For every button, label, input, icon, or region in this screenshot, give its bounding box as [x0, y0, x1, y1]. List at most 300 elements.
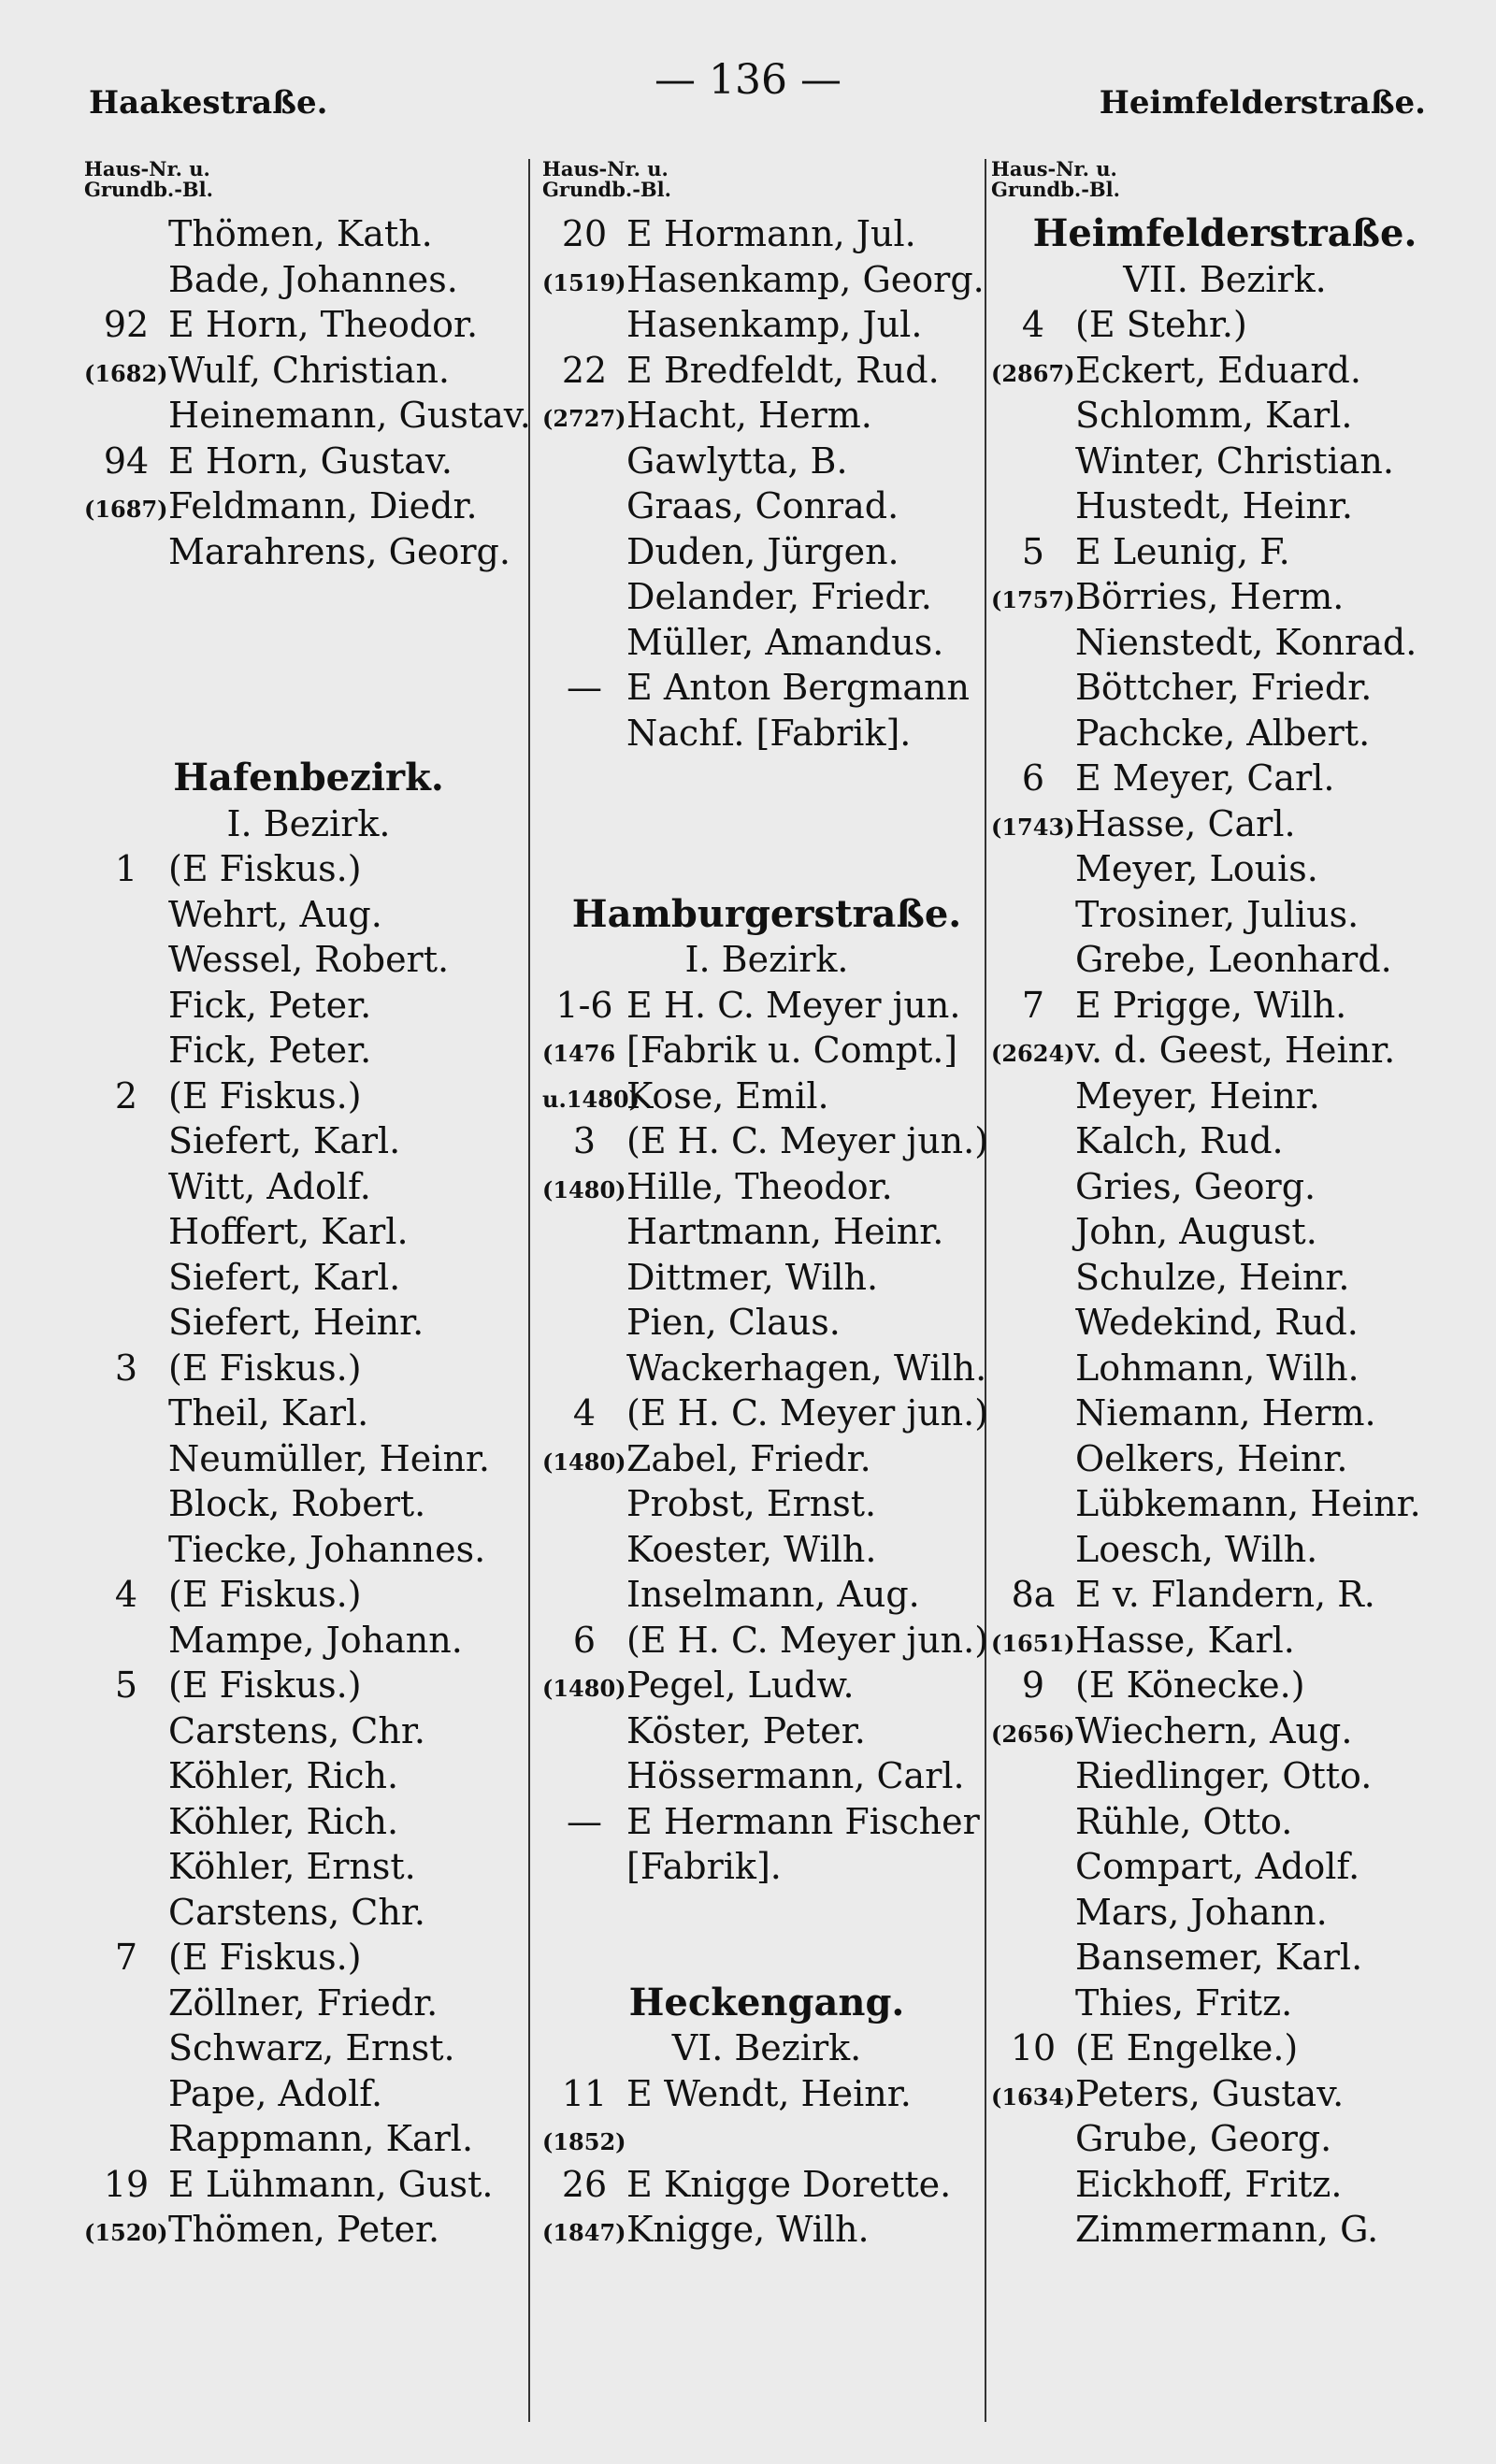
- list-item: [991, 1753, 1459, 1799]
- resident-name: Bansemer, Karl.: [1075, 1937, 1363, 1978]
- resident-name: Oelkers, Heinr.: [1075, 1437, 1348, 1479]
- list-item: [84, 1209, 533, 1255]
- resident-name: E Horn, Gustav.: [168, 439, 453, 482]
- resident-name: E Bredfeldt, Rud.: [626, 349, 940, 391]
- resident-name: Probst, Ernst.: [626, 1483, 877, 1524]
- house-number: 4: [114, 1574, 138, 1615]
- list-item: [542, 302, 991, 348]
- list-item: [84, 1981, 533, 2026]
- list-item: [542, 211, 991, 257]
- resident-name: Hasse, Karl.: [1075, 1619, 1295, 1661]
- resident-name: E Leunig, F.: [1075, 530, 1290, 572]
- list-item: [542, 1572, 991, 1618]
- spacer: [542, 846, 991, 892]
- resident-name: E Wendt, Heinr.: [626, 2072, 912, 2114]
- house-number: —: [567, 667, 602, 708]
- resident-name: [Fabrik].: [626, 1846, 782, 1887]
- house-number: 22: [561, 349, 608, 391]
- list-item: [542, 348, 991, 394]
- resident-name: Hacht, Herm.: [626, 395, 872, 436]
- resident-name: Lübkemann, Heinr.: [1075, 1483, 1421, 1524]
- resident-name: Meyer, Louis.: [1075, 848, 1318, 889]
- list-item: [84, 1346, 533, 1391]
- list-item: [84, 302, 533, 348]
- land-register-number: (1480): [542, 1175, 626, 1203]
- list-item: [84, 1708, 533, 1754]
- resident-name: Koester, Wilh.: [626, 1528, 877, 1570]
- list-item: [991, 1618, 1459, 1664]
- list-item: [991, 2025, 1459, 2071]
- list-item: [84, 2071, 533, 2117]
- resident-name: Meyer, Heinr.: [1075, 1074, 1320, 1117]
- land-register-number: (1687): [84, 496, 168, 523]
- list-item: [542, 1118, 991, 1164]
- resident-name: Grebe, Leonhard.: [1075, 939, 1392, 980]
- resident-name: E Horn, Theodor.: [168, 304, 479, 345]
- list-item: [991, 711, 1459, 756]
- list-item: [991, 665, 1459, 711]
- resident-name: E Meyer, Carl.: [1075, 757, 1335, 799]
- resident-name: E Knigge Dorette.: [626, 2163, 952, 2205]
- land-register-number: (2656): [991, 1720, 1075, 1748]
- list-item: [542, 483, 991, 529]
- resident-name: Graas, Conrad.: [626, 485, 899, 526]
- resident-name: Köster, Peter.: [626, 1709, 866, 1751]
- land-register-number: (1476: [542, 1040, 616, 1067]
- list-item: [991, 801, 1459, 847]
- list-item: [542, 439, 991, 484]
- resident-name: Hasenkamp, Jul.: [626, 304, 923, 345]
- resident-name: Mampe, Johann.: [168, 1619, 463, 1661]
- list-item: [991, 983, 1459, 1029]
- resident-name: (E H. C. Meyer jun.): [626, 1120, 989, 1161]
- list-item: [84, 1663, 533, 1708]
- spacer: [542, 1935, 991, 1981]
- resident-name: Pegel, Ludw.: [626, 1664, 855, 1706]
- house-number: 3: [114, 1347, 138, 1389]
- resident-name: E v. Flandern, R.: [1075, 1574, 1375, 1615]
- spacer: [84, 574, 533, 620]
- list-item: [542, 529, 991, 575]
- resident-name: Siefert, Karl.: [168, 1256, 401, 1298]
- resident-name: Nachf. [Fabrik].: [626, 712, 912, 754]
- list-item: [991, 1935, 1459, 1981]
- page-number: — 136 —: [654, 56, 842, 104]
- list-item: [991, 1391, 1459, 1436]
- spacer: [542, 756, 991, 801]
- list-item: [991, 348, 1459, 394]
- column-header-line: Grundb.-Bl.: [542, 178, 671, 201]
- list-item: [542, 1481, 991, 1527]
- list-item: [542, 983, 991, 1029]
- resident-name: Hasse, Carl.: [1075, 802, 1296, 844]
- list-item: [84, 1618, 533, 1664]
- list-item: [542, 393, 991, 439]
- list-item: [84, 1255, 533, 1301]
- house-number: 2: [114, 1074, 138, 1117]
- list-item: [84, 1799, 533, 1845]
- resident-name: [Fabrik u. Compt.]: [626, 1030, 958, 1071]
- list-item: [991, 1300, 1459, 1346]
- resident-name: (E Fiskus.): [168, 1347, 362, 1389]
- land-register-number: (1651): [991, 1629, 1075, 1657]
- land-register-number: (2727): [542, 405, 626, 432]
- list-item: [542, 1255, 991, 1301]
- resident-name: Köhler, Rich.: [168, 1755, 399, 1796]
- resident-name: Gries, Georg.: [1075, 1165, 1316, 1207]
- resident-name: Pape, Adolf.: [168, 2072, 383, 2114]
- resident-name: Köhler, Rich.: [168, 1800, 399, 1842]
- list-item: [991, 2116, 1459, 2162]
- resident-name: E Hermann Fischer: [626, 1800, 980, 1842]
- list-item: [542, 257, 991, 303]
- resident-name: Hoffert, Karl.: [168, 1211, 409, 1252]
- list-item: [991, 574, 1459, 620]
- street-heading: Heckengang.: [628, 1980, 905, 2025]
- list-item: [84, 529, 533, 575]
- list-item: [991, 1799, 1459, 1845]
- resident-name: Delander, Friedr.: [626, 576, 932, 617]
- resident-name: Carstens, Chr.: [168, 1891, 425, 1933]
- list-item: [84, 846, 533, 892]
- house-number: 6: [572, 1619, 597, 1661]
- list-item: [991, 302, 1459, 348]
- list-item: [991, 1028, 1459, 1073]
- list-item: [991, 2207, 1459, 2253]
- land-register-number: (2624): [991, 1040, 1075, 1067]
- list-item: [84, 892, 533, 938]
- list-item: [991, 892, 1459, 938]
- resident-name: Schlomm, Karl.: [1075, 395, 1353, 436]
- list-item: [84, 348, 533, 394]
- resident-name: (E Fiskus.): [168, 1937, 362, 1978]
- list-item: [84, 1527, 533, 1573]
- resident-name: Wehrt, Aug.: [168, 893, 382, 935]
- resident-name: (E Engelke.): [1075, 2027, 1299, 2068]
- resident-name: Pachcke, Albert.: [1075, 712, 1371, 754]
- running-head-left: Haakestraße.: [89, 84, 328, 122]
- resident-name: Wessel, Robert.: [168, 939, 450, 980]
- resident-name: Mars, Johann.: [1075, 1891, 1328, 1933]
- land-register-number: u.1480): [542, 1085, 640, 1113]
- resident-name: Börries, Herm.: [1075, 576, 1345, 617]
- resident-name: Witt, Adolf.: [168, 1165, 371, 1207]
- list-item: [84, 1481, 533, 1527]
- list-item: [542, 1164, 991, 1210]
- list-item: [542, 665, 991, 711]
- resident-name: Hössermann, Carl.: [626, 1755, 965, 1796]
- street-heading: Heimfelderstraße.: [1032, 211, 1417, 255]
- resident-name: Wiechern, Aug.: [1075, 1709, 1353, 1751]
- list-item: [84, 1753, 533, 1799]
- resident-name: Siefert, Heinr.: [168, 1302, 424, 1343]
- land-register-number: (1480): [542, 1448, 626, 1476]
- resident-name: Carstens, Chr.: [168, 1709, 425, 1751]
- list-item: [542, 1073, 991, 1119]
- resident-name: Grube, Georg.: [1075, 2118, 1332, 2159]
- resident-name: Marahrens, Georg.: [168, 530, 511, 572]
- land-register-number: (1757): [991, 586, 1075, 613]
- house-number: 7: [1021, 984, 1045, 1026]
- list-item: [991, 393, 1459, 439]
- list-item: [542, 1209, 991, 1255]
- list-item: [991, 1209, 1459, 1255]
- resident-name: Wulf, Christian.: [168, 349, 451, 391]
- list-item: [542, 1663, 991, 1708]
- house-number: 26: [561, 2163, 608, 2205]
- list-item: [84, 1844, 533, 1890]
- resident-name: (E H. C. Meyer jun.): [626, 1392, 989, 1434]
- resident-name: Siefert, Karl.: [168, 1120, 401, 1161]
- list-item: [991, 1436, 1459, 1482]
- list-item: [84, 483, 533, 529]
- land-register-number: (1634): [991, 2082, 1075, 2111]
- resident-name: Hustedt, Heinr.: [1075, 485, 1353, 526]
- list-item: [991, 1708, 1459, 1754]
- resident-name: Riedlinger, Otto.: [1075, 1755, 1373, 1796]
- list-item: [84, 1300, 533, 1346]
- house-number: 94: [103, 439, 150, 482]
- resident-name: (E H. C. Meyer jun.): [626, 1619, 989, 1661]
- resident-name: v. d. Geest, Heinr.: [1075, 1030, 1396, 1071]
- resident-name: Kalch, Rud.: [1075, 1120, 1284, 1161]
- list-item: [84, 2025, 533, 2071]
- resident-name: Fick, Peter.: [168, 984, 372, 1026]
- list-item: [991, 2162, 1459, 2208]
- resident-name: Tiecke, Johannes.: [168, 1528, 486, 1570]
- list-item: [84, 1073, 533, 1119]
- resident-name: Thies, Fritz.: [1075, 1981, 1293, 2024]
- list-item: [542, 1753, 991, 1799]
- house-number: 11: [561, 2072, 608, 2114]
- resident-name: Block, Robert.: [168, 1483, 426, 1524]
- resident-name: (E Fiskus.): [168, 1074, 362, 1117]
- list-item: [84, 2207, 533, 2253]
- resident-name: Thömen, Kath.: [168, 213, 433, 254]
- resident-name: E Lühmann, Gust.: [168, 2163, 494, 2205]
- list-item: [542, 1436, 991, 1482]
- list-item: [84, 1890, 533, 1936]
- column-header-line: Haus-Nr. u.: [542, 157, 669, 180]
- column-header-line: Haus-Nr. u.: [84, 157, 210, 180]
- spacer: [542, 801, 991, 847]
- list-item: [84, 983, 533, 1029]
- resident-name: Zimmermann, G.: [1075, 2209, 1379, 2250]
- list-item: [84, 1391, 533, 1436]
- list-item: [542, 2162, 991, 2208]
- list-item: [542, 1844, 991, 1890]
- house-number: 3: [572, 1120, 597, 1161]
- resident-name: Compart, Adolf.: [1075, 1846, 1360, 1887]
- resident-name: Peters, Gustav.: [1075, 2072, 1345, 2114]
- resident-name: Kose, Emil.: [626, 1074, 829, 1117]
- list-item: [84, 393, 533, 439]
- list-item: [991, 1073, 1459, 1119]
- resident-name: Feldmann, Diedr.: [168, 485, 478, 526]
- resident-name: Gawlytta, B.: [626, 439, 848, 482]
- list-item: [84, 1028, 533, 1073]
- directory-column-1: [84, 159, 533, 2253]
- resident-name: Fick, Peter.: [168, 1030, 372, 1071]
- house-number: 20: [561, 213, 608, 254]
- spacer: [84, 711, 533, 756]
- resident-name: Knigge, Wilh.: [626, 2209, 870, 2250]
- resident-name: Hille, Theodor.: [626, 1165, 893, 1207]
- list-item: [542, 711, 991, 756]
- list-item: [84, 1935, 533, 1981]
- list-item: [991, 1346, 1459, 1391]
- column-header: [542, 159, 991, 211]
- house-number: 6: [1021, 757, 1045, 799]
- list-item: [84, 937, 533, 983]
- resident-name: (E Stehr.): [1075, 304, 1247, 345]
- house-number: 5: [114, 1664, 138, 1706]
- list-item: [991, 1663, 1459, 1708]
- list-item: [991, 846, 1459, 892]
- resident-name: (E Fiskus.): [168, 1574, 362, 1615]
- list-item: [542, 1391, 991, 1436]
- list-item: [991, 1481, 1459, 1527]
- resident-name: Duden, Jürgen.: [626, 530, 899, 572]
- resident-name: John, August.: [1075, 1211, 1317, 1252]
- resident-name: (E Fiskus.): [168, 1664, 362, 1706]
- resident-name: Böttcher, Friedr.: [1075, 667, 1373, 708]
- list-item: [542, 574, 991, 620]
- list-item: [542, 1346, 991, 1391]
- resident-name: Rühle, Otto.: [1075, 1800, 1293, 1842]
- column-header: [84, 159, 533, 211]
- list-item: [84, 1164, 533, 1210]
- directory-column-2: [542, 159, 991, 2253]
- resident-name: Loesch, Wilh.: [1075, 1528, 1318, 1570]
- list-item: [542, 1527, 991, 1573]
- resident-name: Müller, Amandus.: [626, 621, 944, 663]
- list-item: [991, 756, 1459, 801]
- resident-name: Nienstedt, Konrad.: [1075, 621, 1417, 663]
- list-item: [542, 1300, 991, 1346]
- list-item: [991, 2071, 1459, 2117]
- resident-name: (E Fiskus.): [168, 848, 362, 889]
- list-item: [991, 1572, 1459, 1618]
- house-number: 8a: [1011, 1574, 1056, 1615]
- list-item: [84, 1436, 533, 1482]
- resident-name: (E Könecke.): [1075, 1664, 1305, 1706]
- land-register-number: (1743): [991, 813, 1075, 841]
- list-item: [542, 2071, 991, 2117]
- house-number: 9: [1021, 1664, 1045, 1706]
- house-number: 10: [1010, 2027, 1057, 2068]
- list-item: [991, 620, 1459, 666]
- land-register-number: (1519): [542, 268, 626, 296]
- list-item: [542, 2207, 991, 2253]
- list-item: [991, 1118, 1459, 1164]
- list-item: [991, 529, 1459, 575]
- list-item: [991, 1981, 1459, 2026]
- land-register-number: (1480): [542, 1675, 626, 1702]
- district-label: VII. Bezirk.: [1123, 258, 1327, 300]
- list-item: [84, 439, 533, 484]
- house-number: 1-6: [555, 984, 613, 1026]
- resident-name: Heinemann, Gustav.: [168, 395, 531, 436]
- directory-column-3: [991, 159, 1459, 2253]
- resident-name: Wedekind, Rud.: [1075, 1302, 1359, 1343]
- resident-name: Schulze, Heinr.: [1075, 1256, 1350, 1298]
- list-item: [991, 439, 1459, 484]
- spacer: [84, 620, 533, 666]
- resident-name: Hartmann, Heinr.: [626, 1211, 944, 1252]
- resident-name: Eickhoff, Fritz.: [1075, 2163, 1343, 2205]
- list-item: [991, 937, 1459, 983]
- list-item: [991, 1844, 1459, 1890]
- district-label: VI. Bezirk.: [671, 2027, 862, 2068]
- house-number: 5: [1021, 530, 1045, 572]
- list-item: [991, 483, 1459, 529]
- house-number: 92: [103, 304, 150, 345]
- resident-name: Rappmann, Karl.: [168, 2118, 474, 2159]
- resident-name: Bade, Johannes.: [168, 258, 458, 300]
- street-heading: Hafenbezirk.: [173, 756, 444, 800]
- list-item: [542, 1708, 991, 1754]
- list-item: [542, 1028, 991, 1073]
- list-item: [84, 2162, 533, 2208]
- resident-name: Köhler, Ernst.: [168, 1846, 416, 1887]
- column-header-line: Haus-Nr. u.: [991, 157, 1117, 180]
- house-number: 7: [114, 1937, 138, 1978]
- resident-name: Zöllner, Friedr.: [168, 1981, 439, 2024]
- house-number: —: [567, 1800, 602, 1842]
- resident-name: E Anton Bergmann: [626, 667, 970, 708]
- resident-name: Thömen, Peter.: [168, 2209, 440, 2250]
- house-number: 4: [572, 1392, 597, 1434]
- resident-name: Niemann, Herm.: [1075, 1392, 1376, 1434]
- list-item: [991, 1527, 1459, 1573]
- list-item: [84, 1118, 533, 1164]
- list-item: [84, 1572, 533, 1618]
- resident-name: Hasenkamp, Georg.: [626, 258, 985, 300]
- list-item: [542, 1799, 991, 1845]
- page-header: [0, 56, 1496, 131]
- resident-name: Neumüller, Heinr.: [168, 1437, 490, 1479]
- resident-name: Wackerhagen, Wilh.: [626, 1347, 987, 1389]
- list-item: [991, 1890, 1459, 1936]
- resident-name: E Prigge, Wilh.: [1075, 984, 1347, 1026]
- spacer: [542, 1890, 991, 1936]
- resident-name: Theil, Karl.: [168, 1392, 369, 1434]
- land-register-number: (2867): [991, 359, 1075, 387]
- column-header-line: Grundb.-Bl.: [84, 178, 213, 201]
- list-item: [84, 257, 533, 303]
- list-item: [542, 1618, 991, 1664]
- resident-name: Lohmann, Wilh.: [1075, 1347, 1359, 1389]
- column-header: [991, 159, 1459, 211]
- land-register-number: (1682): [84, 359, 168, 387]
- house-number: 4: [1021, 304, 1045, 345]
- land-register-number: (1520): [84, 2219, 168, 2246]
- resident-name: Zabel, Friedr.: [626, 1437, 871, 1479]
- district-label: I. Bezirk.: [684, 939, 849, 980]
- house-number: 1: [114, 848, 138, 889]
- resident-name: Winter, Christian.: [1075, 439, 1394, 482]
- resident-name: Eckert, Eduard.: [1075, 349, 1361, 391]
- resident-name: Schwarz, Ernst.: [168, 2027, 455, 2068]
- list-item: [991, 1255, 1459, 1301]
- resident-name: Trosiner, Julius.: [1075, 893, 1359, 935]
- street-heading: Hamburgerstraße.: [571, 891, 962, 936]
- list-item: [542, 620, 991, 666]
- resident-name: E H. C. Meyer jun.: [626, 984, 961, 1026]
- resident-name: E Hormann, Jul.: [626, 213, 916, 254]
- running-head-right: Heimfelderstraße.: [1099, 84, 1426, 122]
